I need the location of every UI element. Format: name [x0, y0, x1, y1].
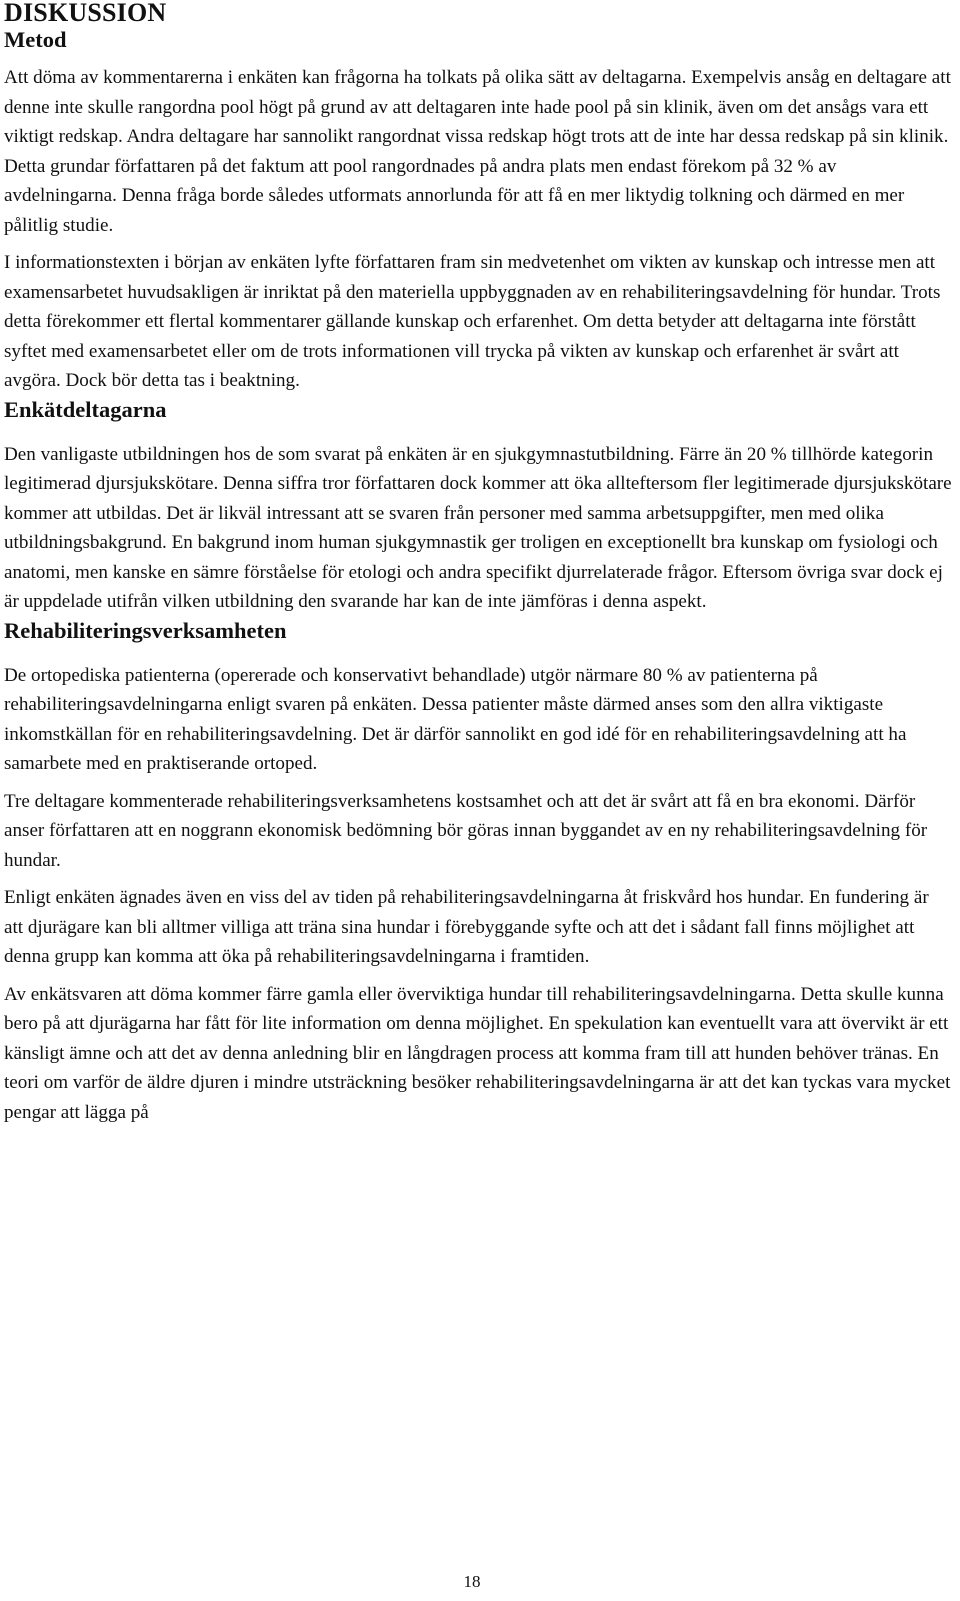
document-page: [4, 0, 952, 1127]
paragraph-rehab-1: De ortopediska patienterna (opererade och konservativt behandlade) utgör närmare 80 % av patienterna på rehabiliteringsavdelningarna enligt svaren på enkäten. Dessa patienter måste därmed anses som den allra viktigaste inkomstkällan för en rehabiliteringsavdelning. Det är därför sannolikt en god idé för en rehabiliteringsavdelning att ha samarbete med en praktiserande ortoped.: [4, 664, 907, 774]
section-heading-enkatdeltagarna: Enkätdeltagarna: [4, 396, 167, 422]
section-heading-metod: Metod: [4, 27, 67, 52]
document-title: DISKUSSION: [4, 0, 167, 27]
paragraph-rehab-3: Enligt enkäten ägnades även en viss del av tiden på rehabiliteringsavdelningarna åt friskvård hos hundar. En fundering är att djurägare kan bli alltmer villiga att träna sina hundar i förebyggande syfte och att det i sådant fall finns möjlighet att denna grupp kan komma att öka på rehabiliteringsavdelningarna i framtiden.: [4, 887, 929, 967]
section-heading-rehabiliteringsverksamheten: Rehabiliteringsverksamheten: [4, 617, 287, 643]
paragraph-metod-2: I informationstexten i början av enkäten lyfte författaren fram sin medvetenhet om vikten av kunskap och intresse men att examensarbetet huvudsakligen är inriktat på den materiella uppbyggnaden av en rehabiliteringsavdelning för hundar. Trots detta förekommer ett flertal kommentarer gällande kunskap och erfarenhet. Om detta betyder att deltagarna inte förstått syftet med examensarbetet eller om de trots informationen vill trycka på vikten av kunskap och erfarenhet är svårt att avgöra. Dock bör detta tas i beaktning.: [4, 252, 941, 391]
paragraph-enkatdeltagarna-1: Den vanligaste utbildningen hos de som svarat på enkäten är en sjukgymnastutbildning. Färre än 20 % tillhörde kategorin legitimerad djursjukskötare. Denna siffra tror författaren dock kommer att öka allteftersom fler legitimerade djursjukskötare kommer att utbildas. Det är likväl intressant att se svaren från personer med samma arbetsuppgifter, men med olika utbildningsbakgrund. En bakgrund inom human sjukgymnastik ger troligen en exceptionellt bra kunskap om fysiologi och anatomi, men kanske en sämre förståelse för etologi och andra specifikt djurrelaterade frågor. Eftersom övriga svar dock ej är uppdelade utifrån vilken utbildning den svarande har kan de inte jämföras i denna aspekt.: [4, 443, 952, 612]
paragraph-rehab-4: Av enkätsvaren att döma kommer färre gamla eller överviktiga hundar till rehabiliteringsavdelningarna. Detta skulle kunna bero på att djurägarna har fått för lite information om denna möjlighet. En spekulation kan eventuellt vara att övervikt är ett känsligt ämne och att det av denna anledning blir en långdragen process att komma fram till att hunden behöver tränas. En teori om varför de äldre djuren i mindre utsträckning besöker rehabiliteringsavdelningarna är att det kan tyckas vara mycket pengar att lägga på: [4, 983, 951, 1123]
paragraph-rehab-2: Tre deltagare kommenterade rehabiliteringsverksamhetens kostsamhet och att det är svårt att få en bra ekonomi. Därför anser författaren att en noggrann ekonomisk bedömning bör göras innan byggandet av en ny rehabiliteringsavdelning för hundar.: [4, 790, 928, 871]
paragraph-metod-1: Att döma av kommentarerna i enkäten kan frågorna ha tolkats på olika sätt av deltagarna. Exempelvis ansåg en deltagare att denne inte skulle rangordna pool högt på grund av att deltagaren inte hade pool på sin klinik, även om det ansågs vara ett viktigt redskap. Andra deltagare har sannolikt rangordnat vissa redskap högt trots att de inte har dessa redskap på sin klinik. Detta grundar författaren på det faktum att pool rangordnades på andra plats men endast förekom på 32 % av avdelningarna. Denna fråga borde således utformats annorlunda för att få en mer liktydig tolkning och därmed en mer pålitlig studie.: [4, 67, 951, 236]
page-number: 18: [463, 1572, 481, 1591]
